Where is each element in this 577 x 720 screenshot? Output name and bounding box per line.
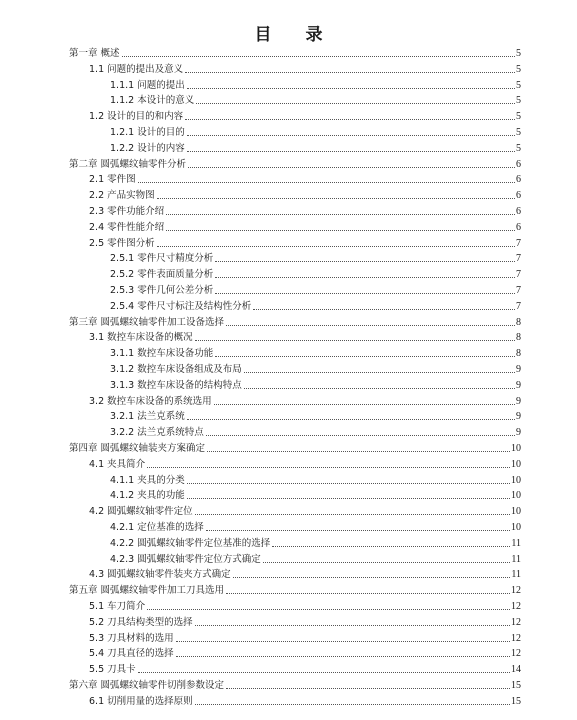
toc-section-entry[interactable] bbox=[89, 631, 521, 645]
toc-page-number: 9 bbox=[516, 379, 521, 391]
toc-entry-label: 1.1.1 问题的提出 bbox=[110, 79, 185, 91]
toc-page-number: 10 bbox=[511, 474, 521, 486]
toc-page-number: 7 bbox=[516, 269, 521, 281]
toc-section-entry[interactable] bbox=[110, 125, 521, 139]
toc-dot-leader bbox=[166, 214, 515, 215]
toc-page-number: 9 bbox=[516, 395, 521, 407]
toc-section-entry[interactable] bbox=[89, 662, 521, 676]
toc-dot-leader bbox=[187, 483, 510, 484]
toc-entry-label: 第二章 圆弧螺纹轴零件分析 bbox=[69, 158, 187, 170]
toc-page-number: 5 bbox=[516, 127, 521, 138]
toc-section-entry[interactable] bbox=[89, 109, 521, 123]
toc-page-number: 5 bbox=[516, 79, 521, 91]
toc-section-entry[interactable] bbox=[89, 204, 521, 218]
toc-entry-label: 第五章 圆弧螺纹轴零件加工刀具选用 bbox=[69, 585, 225, 597]
toc-page-number: 10 bbox=[511, 490, 521, 502]
toc-page-number: 5 bbox=[516, 48, 521, 59]
toc-dot-leader bbox=[138, 672, 510, 673]
toc-entry-label: 5.3 刀具材料的选用 bbox=[89, 632, 174, 644]
toc-page-number: 6 bbox=[516, 158, 521, 170]
toc-section-entry[interactable] bbox=[110, 283, 521, 297]
toc-entry-label: 2.5.1 零件尺寸精度分析 bbox=[110, 253, 214, 265]
toc-section-entry[interactable] bbox=[110, 536, 521, 550]
toc-entry-label: 2.5.3 零件几何公差分析 bbox=[110, 285, 214, 296]
toc-page-number: 5 bbox=[516, 142, 521, 154]
toc-entry-label: 2.5 零件图分析 bbox=[89, 237, 155, 249]
toc-page-number: 10 bbox=[511, 506, 521, 518]
toc-dot-leader bbox=[226, 325, 515, 326]
toc-section-entry[interactable] bbox=[89, 457, 521, 471]
toc-page-number: 8 bbox=[516, 316, 521, 328]
toc-section-entry[interactable] bbox=[110, 473, 521, 487]
toc-entry-label: 3.1.2 数控车床设备组成及布局 bbox=[110, 364, 242, 375]
toc-dot-leader bbox=[147, 609, 510, 610]
toc-section-entry[interactable] bbox=[110, 267, 521, 281]
toc-dot-leader bbox=[206, 530, 510, 531]
toc-entry-label: 4.1 夹具简介 bbox=[89, 458, 146, 470]
toc-dot-leader bbox=[157, 246, 515, 247]
toc-entry-label: 5.4 刀具直径的选择 bbox=[89, 648, 174, 660]
toc-page-number: 11 bbox=[511, 537, 521, 549]
toc-entry-label: 4.1.1 夹具的分类 bbox=[110, 474, 185, 486]
toc-entry-label: 2.5.4 零件尺寸标注及结构性分析 bbox=[110, 300, 252, 312]
toc-dot-leader bbox=[176, 641, 510, 642]
toc-page-number: 11 bbox=[511, 569, 521, 581]
toc-entry-label: 4.3 圆弧螺纹轴零件装夹方式确定 bbox=[89, 569, 231, 581]
toc-entry-label: 4.1.2 夹具的功能 bbox=[110, 490, 185, 502]
toc-entry-label: 1.2 设计的目的和内容 bbox=[89, 111, 184, 123]
toc-section-entry[interactable] bbox=[110, 299, 521, 313]
toc-section-entry[interactable] bbox=[89, 646, 521, 660]
toc-section-entry[interactable] bbox=[110, 251, 521, 265]
toc-chapter-entry[interactable] bbox=[69, 678, 521, 692]
toc-page-number: 12 bbox=[511, 632, 521, 644]
toc-dot-leader bbox=[187, 498, 510, 499]
toc-section-entry[interactable] bbox=[110, 488, 521, 502]
toc-dot-leader bbox=[215, 293, 515, 294]
toc-dot-leader bbox=[195, 514, 510, 515]
toc-chapter-entry[interactable] bbox=[69, 157, 521, 171]
toc-page-number: 9 bbox=[516, 427, 521, 439]
toc-page-number: 9 bbox=[516, 411, 521, 423]
toc-section-entry[interactable] bbox=[89, 599, 521, 613]
toc-entry-label: 1.2.1 设计的目的 bbox=[110, 127, 185, 138]
toc-section-entry[interactable] bbox=[110, 346, 521, 360]
toc-entry-label: 1.2.2 设计的内容 bbox=[110, 142, 185, 154]
toc-dot-leader bbox=[157, 198, 515, 199]
toc-dot-leader bbox=[166, 230, 515, 231]
toc-chapter-entry[interactable] bbox=[69, 315, 521, 329]
toc-entry-label: 5.2 刀具结构类型的选择 bbox=[89, 616, 193, 628]
toc-dot-leader bbox=[215, 277, 515, 278]
toc-dot-leader bbox=[122, 56, 515, 57]
page-title: 目 录 bbox=[254, 25, 337, 45]
toc-page-number: 10 bbox=[511, 458, 521, 470]
toc-entry-label: 4.2.3 圆弧螺纹轴零件定位方式确定 bbox=[110, 553, 261, 565]
toc-dot-leader bbox=[207, 451, 510, 452]
toc-entry-label: 5.5 刀具卡 bbox=[89, 664, 136, 676]
toc-section-entry[interactable] bbox=[110, 78, 521, 92]
toc-dot-leader bbox=[187, 151, 515, 152]
toc-page-number: 7 bbox=[516, 300, 521, 312]
toc-page-number: 6 bbox=[516, 221, 521, 233]
toc-section-entry[interactable] bbox=[89, 567, 521, 581]
toc-section-entry[interactable] bbox=[110, 425, 521, 439]
toc-page-number: 8 bbox=[516, 332, 521, 344]
toc-dot-leader bbox=[196, 103, 515, 104]
toc-dot-leader bbox=[214, 404, 515, 405]
toc-entry-label: 2.2 产品实物图 bbox=[89, 190, 155, 202]
toc-page-number: 5 bbox=[516, 111, 521, 123]
toc-dot-leader bbox=[187, 88, 515, 89]
toc-page-number: 7 bbox=[516, 285, 521, 296]
toc-section-entry[interactable] bbox=[89, 220, 521, 234]
toc-section-entry[interactable] bbox=[110, 520, 521, 534]
toc-dot-leader bbox=[188, 167, 515, 168]
toc-page-number: 6 bbox=[516, 174, 521, 186]
toc-entry-label: 第三章 圆弧螺纹轴零件加工设备选择 bbox=[69, 316, 225, 328]
toc-section-entry[interactable] bbox=[89, 330, 521, 344]
toc-chapter-entry[interactable] bbox=[69, 46, 521, 60]
toc-page-number: 15 bbox=[511, 695, 521, 707]
toc-page-number: 12 bbox=[511, 585, 521, 597]
toc-entry-label: 4.2.1 定位基准的选择 bbox=[110, 522, 204, 533]
toc-section-entry[interactable] bbox=[89, 62, 521, 76]
toc-page-number: 15 bbox=[511, 680, 521, 691]
toc-dot-leader bbox=[253, 309, 515, 310]
toc-page-number: 12 bbox=[511, 616, 521, 628]
toc-entry-label: 2.1 零件图 bbox=[89, 174, 136, 186]
toc-entry-label: 3.1.1 数控车床设备功能 bbox=[110, 348, 214, 360]
toc-entry-label: 5.1 车刀简介 bbox=[89, 601, 146, 612]
toc-section-entry[interactable] bbox=[110, 378, 521, 392]
toc-page-number: 5 bbox=[516, 63, 521, 75]
toc-page-number: 14 bbox=[511, 664, 521, 676]
toc-entry-label: 1.1.2 本设计的意义 bbox=[110, 95, 195, 107]
toc-page-number: 12 bbox=[511, 648, 521, 660]
toc-dot-leader bbox=[147, 467, 510, 468]
toc-page-number: 7 bbox=[516, 237, 521, 249]
toc-entry-label: 3.1 数控车床设备的概况 bbox=[89, 332, 193, 344]
toc-section-entry[interactable] bbox=[89, 236, 521, 250]
toc-dot-leader bbox=[138, 182, 515, 183]
toc-page-number: 12 bbox=[511, 601, 521, 612]
toc-page-number: 10 bbox=[511, 522, 521, 533]
toc-entry-label: 4.2 圆弧螺纹轴零件定位 bbox=[89, 506, 193, 518]
toc-dot-leader bbox=[195, 340, 515, 341]
toc-page-number: 5 bbox=[516, 95, 521, 107]
toc-section-entry[interactable] bbox=[110, 552, 521, 566]
toc-entry-label: 6.1 切削用量的选择原则 bbox=[89, 695, 193, 707]
toc-dot-leader bbox=[215, 261, 515, 262]
toc-entry-label: 2.4 零件性能介绍 bbox=[89, 221, 165, 233]
toc-section-entry[interactable] bbox=[89, 172, 521, 186]
toc-dot-leader bbox=[187, 419, 515, 420]
toc-dot-leader bbox=[176, 656, 510, 657]
toc-dot-leader bbox=[226, 688, 510, 689]
toc-entry-label: 第一章 概述 bbox=[69, 48, 120, 59]
toc-dot-leader bbox=[185, 72, 515, 73]
toc-page-number: 6 bbox=[516, 190, 521, 202]
toc-entry-label: 3.2 数控车床设备的系统选用 bbox=[89, 395, 212, 407]
toc-page-number: 7 bbox=[516, 253, 521, 265]
toc-section-entry[interactable] bbox=[110, 362, 521, 376]
toc-page-number: 10 bbox=[511, 443, 521, 454]
toc-entry-label: 3.2.2 法兰克系统特点 bbox=[110, 427, 204, 439]
toc-dot-leader bbox=[187, 135, 515, 136]
toc-page-number: 9 bbox=[516, 364, 521, 375]
toc-chapter-entry[interactable] bbox=[69, 441, 521, 455]
toc-dot-leader bbox=[206, 435, 515, 436]
toc-dot-leader bbox=[244, 388, 515, 389]
toc-entry-label: 1.1 问题的提出及意义 bbox=[89, 63, 184, 75]
toc-dot-leader bbox=[215, 356, 515, 357]
toc-entry-label: 2.5.2 零件表面质量分析 bbox=[110, 269, 214, 281]
toc-dot-leader bbox=[185, 119, 515, 120]
toc-entry-label: 3.2.1 法兰克系统 bbox=[110, 411, 185, 423]
toc-section-entry[interactable] bbox=[110, 409, 521, 423]
toc-entry-label: 第四章 圆弧螺纹轴装夹方案确定 bbox=[69, 443, 206, 454]
toc-entry-label: 3.1.3 数控车床设备的结构特点 bbox=[110, 379, 242, 391]
toc-dot-leader bbox=[244, 372, 515, 373]
toc-dot-leader bbox=[263, 562, 511, 563]
toc-section-entry[interactable] bbox=[89, 188, 521, 202]
toc-entry-label: 4.2.2 圆弧螺纹轴零件定位基准的选择 bbox=[110, 537, 271, 549]
toc-dot-leader bbox=[233, 577, 511, 578]
toc-section-entry[interactable] bbox=[89, 504, 521, 518]
toc-dot-leader bbox=[226, 593, 510, 594]
toc-section-entry[interactable] bbox=[110, 141, 521, 155]
toc-section-entry[interactable] bbox=[89, 694, 521, 708]
toc-dot-leader bbox=[272, 546, 510, 547]
toc-section-entry[interactable] bbox=[110, 93, 521, 107]
toc-section-entry[interactable] bbox=[89, 394, 521, 408]
toc-section-entry[interactable] bbox=[89, 615, 521, 629]
toc-entry-label: 2.3 零件功能介绍 bbox=[89, 206, 165, 217]
toc-page-number: 6 bbox=[516, 206, 521, 217]
toc-entry-label: 第六章 圆弧螺纹轴零件切削参数设定 bbox=[69, 680, 225, 691]
toc-dot-leader bbox=[195, 704, 510, 705]
toc-page-number: 8 bbox=[516, 348, 521, 360]
toc-chapter-entry[interactable] bbox=[69, 583, 521, 597]
toc-dot-leader bbox=[195, 625, 510, 626]
toc-page-number: 11 bbox=[511, 553, 521, 565]
